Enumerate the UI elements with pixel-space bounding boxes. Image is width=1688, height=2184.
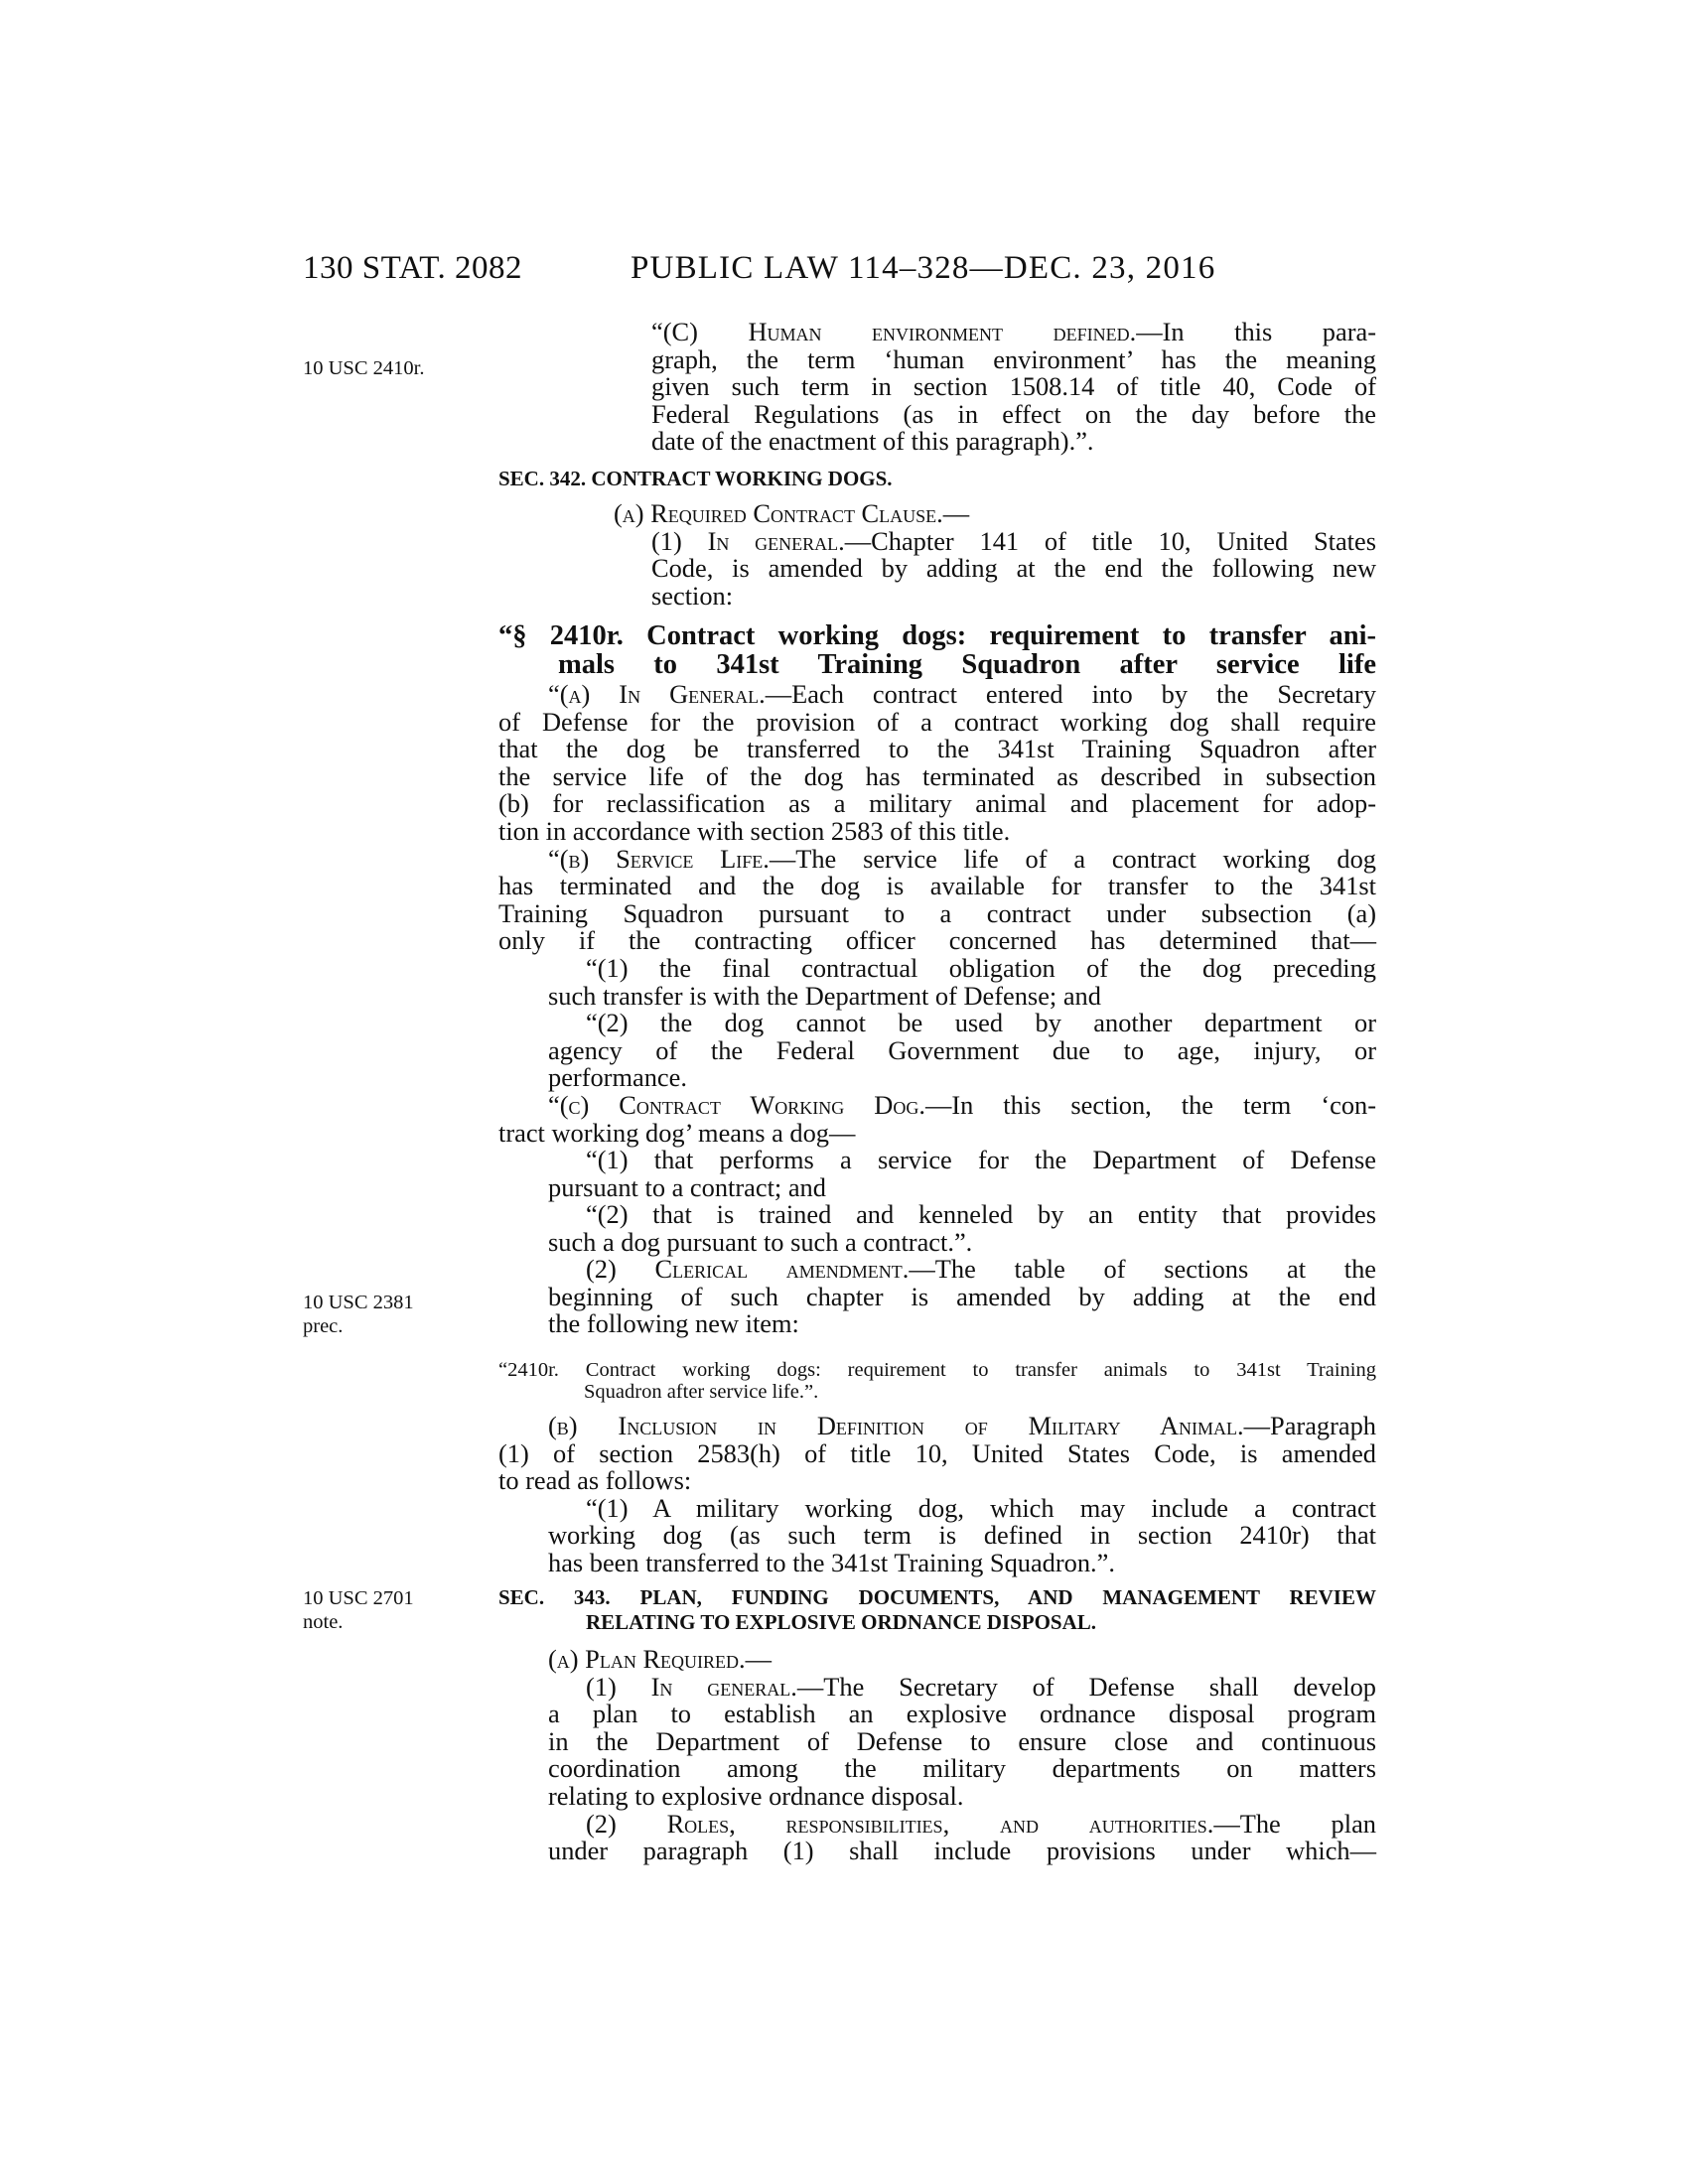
page-stat-number: 130 STAT. 2082 xyxy=(303,250,523,286)
clerical-amendment: (2) Clerical amendment.—The table of sections at the beginning of such chapter is amended by adding at the end the following new item: xyxy=(548,1254,1376,1339)
margin-note-2410r: 10 USC 2410r. xyxy=(303,357,425,379)
table-of-sections-item: “2410r. Contract working dogs: requirement to transfer animals to 341st Training Squadron after service life.”. xyxy=(498,1359,1376,1403)
page-running-title: PUBLIC LAW 114–328—DEC. 23, 2016 xyxy=(631,250,1216,286)
margin-note-2381: 10 USC 2381 prec. xyxy=(303,1292,414,1337)
human-environment-definition: “(C) Human environment defined.—In this para- graph, the term ‘human environment’ has the meaning given such term in section 1508.14 of title 40, Code of Federal Regulations (as in effect on the day before the date of the enactment of this paragraph).”. xyxy=(651,317,1376,457)
section-343-heading: SEC. 343. PLAN, FUNDING DOCUMENTS, AND MANAGEMENT REVIEW RELATING TO EXPLOSIVE ORDNANCE DISPOSAL. xyxy=(498,1585,1376,1634)
section-2410r-body: “(a) In General.—Each contract entered into by the Secretary of Defense for the provision of a contract working dog shall require that the dog be transferred to the 341st Training Squadron after the service life of the dog has terminated as described in subsection (b) for reclassification as a military animal and placement for adop- tion in accordance with section 2583 of this title. “(b) Service Life.—The service life of a contract working dog has terminated and the dog is available for transfer to the 341st Training Squadron pursuant to a contract under subsection (a) only if the contracting officer concerned has determined that— “(1) the final contractual obligation of the dog preceding such transfer is with the Department of Defense; and “(2) the dog cannot be used by another department or agency of the Federal Government due to age, injury, or performance. “(c) Contract Working Dog.—In this section, the term ‘con- tract working dog’ means a dog— “(1) that performs a service for the Department of Defense pursuant to a contract; and “(2) that is trained and kenneled by an entity that provides such a dog pursuant to such a contract.”. xyxy=(498,679,1376,1257)
section-342-heading: SEC. 342. CONTRACT WORKING DOGS. xyxy=(498,467,893,490)
inclusion-in-definition: (b) Inclusion in Definition of Military Animal.—Paragraph (1) of section 2583(h) of title 10, United States Code, is amended to read as follows: “(1) A military working dog, which may include a contract working dog (as such term is defined in section 2410r) that has been transferred to the 341st Training Squadron.”. xyxy=(498,1411,1376,1577)
margin-note-2701: 10 USC 2701 note. xyxy=(303,1587,414,1633)
section-343-body: (a) Plan Required.— (1) In general.—The Secretary of Defense shall develop a plan to establish an explosive ordnance disposal program in the Department of Defense to ensure close and continuous coordination among the military departments on matters relating to explosive ordnance disposal. (2) Roles, responsibilities, and authorities.—The plan under paragraph (1) shall include provisions under which— xyxy=(548,1644,1376,1866)
section-342-body: (a) Required Contract Clause.— (1) In general.—Chapter 141 of title 10, United States Code, is amended by adding at the end the following new section: xyxy=(614,498,1377,611)
section-2410r-heading: “§ 2410r. Contract working dogs: requirement to transfer ani- mals to 341st Training Squadron after service life xyxy=(498,620,1376,680)
